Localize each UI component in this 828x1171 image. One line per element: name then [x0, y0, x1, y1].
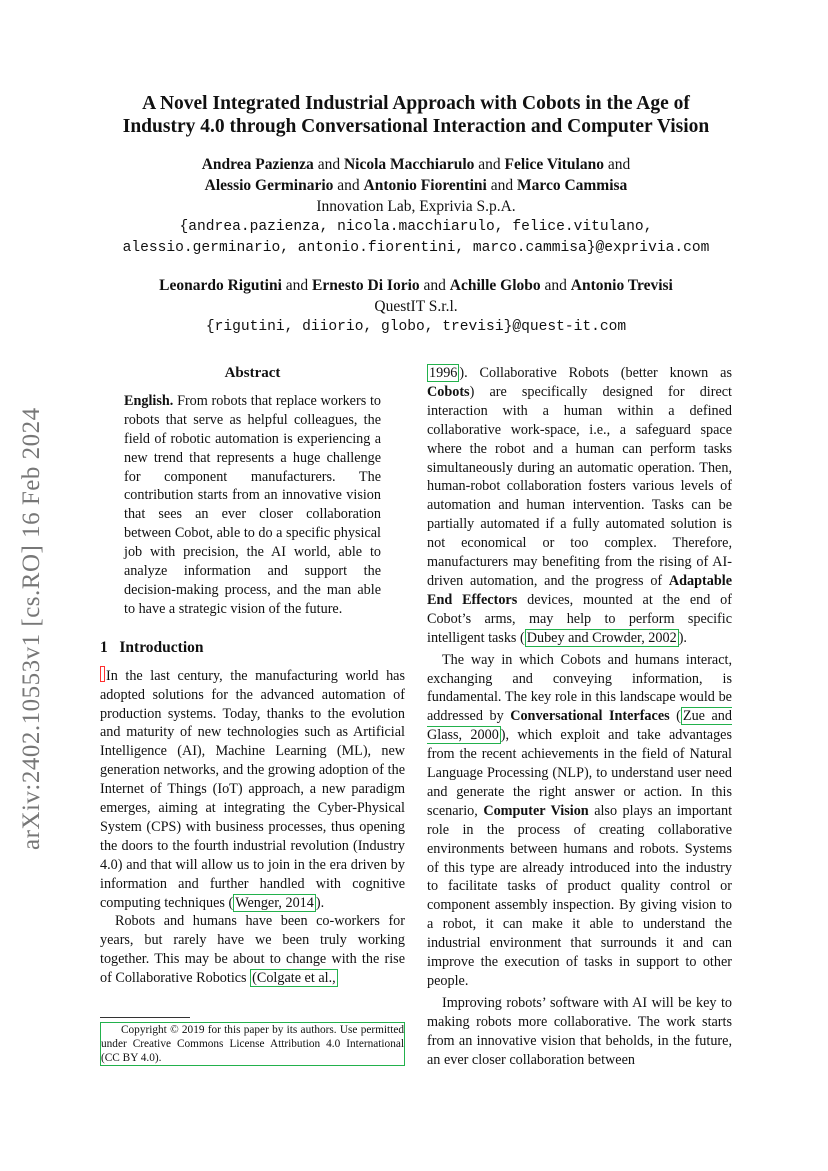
footnote-rule	[100, 1017, 190, 1018]
footnote	[100, 1022, 405, 1066]
authors-line-1	[70, 154, 762, 175]
author-name: Felice Vitulano	[504, 156, 604, 173]
and-word: and	[317, 156, 341, 173]
affiliation-2: QuestIT S.r.l.	[374, 298, 458, 315]
authors-line-3	[70, 275, 762, 296]
author-name: Nicola Macchiarulo	[343, 156, 475, 173]
section-number: 1	[100, 638, 108, 656]
abstract-text: From robots that replace workers to robots that serve as helpful colleagues, the field of robotic automation is experiencing a new trend that represents a huge challenge for component manufacturers. The contribution starts from an innovative vision that sees an ever closer collaboration between Cobot, able to do a specific physical job with precision, the AI world, able to analyze information and support the decision-making process, and the man able to have a strategic vision of the future.	[124, 392, 382, 617]
author-name: Achille Globo	[449, 277, 541, 294]
section-heading-introduction	[100, 639, 405, 658]
paper-title	[90, 92, 742, 138]
authors-line-2	[70, 175, 762, 196]
section-title: Introduction	[119, 638, 204, 656]
arxiv-stamp: arXiv:2402.10553v1 [cs.RO] 16 Feb 2024	[18, 407, 45, 850]
emails-2: {rigutini, diiorio, globo, trevisi}@quest-it.com	[205, 319, 627, 335]
right-paragraph-3: Improving robots’ software with AI will be key to making robots more collaborative. The work starts from an innovative vision that beholds, in the future, an ever closer collaboration between	[427, 994, 732, 1068]
intro-paragraph-2: Robots and humans have been co-workers for years, but rarely have we been truly working together. This may be about to change with the rise of Collaborative Robotics (Colgate et al.,	[100, 913, 405, 987]
author-name: Antonio Trevisi	[570, 277, 673, 294]
intro-paragraph-1: In the last century, the manufacturing world has adopted solutions for the advanced automation of production systems. Today, thanks to the evolution and maturity of new technologies such as Artificial Intelligence (AI), Machine Learning (ML), new generation networks, and the growing adoption of the Internet of Things (IoT) approach, a new paradigm emerges, aiming at integrating the Cyber-Physical System (CPS) with business processes, thus opening the doors to the fourth industrial revolution (Industry 4.0) and that will allow us to join in the era driven by information and further handled with cognitive computing techniques ( Wenger, 2014 ).	[100, 667, 405, 911]
author-group-1	[70, 154, 762, 259]
title-line-1: A Novel Integrated Industrial Approach with Cobots in the Age of	[142, 93, 690, 114]
citation-link-colgate[interactable]: (Colgate et al.,	[252, 970, 336, 987]
abstract-lead: English.	[124, 392, 174, 409]
author-name: Ernesto Di Iorio	[312, 277, 420, 294]
title-line-2: Industry 4.0 through Conversational Interaction and Computer Vision	[122, 116, 710, 137]
and-word: and	[490, 177, 514, 194]
right-paragraph-2: The way in which Cobots and humans interact, exchanging and conveying information, is fundamental. The key role in this landscape would be addressed by Conversational Interfaces ( Zue and Glass, 2000 ), which exploit and take advantages from the recent achievements in the field of Natural Language Processing (NLP), to understand user need and generate the right answer or action. In this scenario, Computer Vision also plays an important role in the process of creating collaborative environments between humans and robots. Systems of this type are already introduced into the industry to facilitate tasks of product quality control or component assembly inspection. By giving vision to a robot, it can make it able to understand the industrial environment that surrounds it and can improve the execution of tasks in support to other people.	[427, 651, 733, 989]
citation-link-colgate-year[interactable]: 1996	[429, 365, 458, 381]
and-word: and	[478, 156, 501, 173]
citation-link-zue[interactable]: Zue and Glass, 2000	[427, 708, 732, 744]
abstract-heading: Abstract	[224, 365, 281, 381]
and-word: and	[337, 177, 360, 194]
citation-link-dubey[interactable]: Dubey and Crowder, 2002	[526, 629, 677, 646]
author-name: Andrea Pazienza	[201, 156, 314, 173]
abstract-body	[100, 392, 381, 619]
and-word: and	[544, 277, 567, 294]
author-name: Marco Cammisa	[516, 177, 628, 194]
author-name: Leonardo Rigutini	[159, 277, 282, 294]
and-word: and	[607, 156, 631, 173]
emails-1-line-2: alessio.germinario, antonio.fiorentini, marco.cammisa}@exprivia.com	[122, 240, 710, 256]
citation-link-wenger[interactable]: Wenger, 2014	[235, 894, 314, 911]
right-paragraph-1: 1996 ). Collaborative Robots (better known as Cobots) are specifically designed for direct interaction with a human within a defined collaborative work-space, i.e., a safeguard space where the robot and a human can perform tasks simultaneously during an automatic operation. Then, human-robot collaboration fosters various levels of automation and human intervention. Tasks can be partially automated if a fully automated solution is not economical or too complex. Therefore, manufacturers may benefiting from the rising of AI-driven automation, and the progress of Adaptable End Effectors devices, mounted at the end of Cobot’s arms, may help to perform specific intelligent tasks ( Dubey and Crowder, 2002 ).	[427, 365, 732, 646]
emails-1-line-1: {andrea.pazienza, nicola.macchiarulo, felice.vitulano,	[179, 219, 653, 235]
right-column	[427, 364, 732, 1070]
left-column	[100, 364, 405, 988]
author-name: Antonio Fiorentini	[363, 177, 487, 194]
footnote-text[interactable]: Copyright © 2019 for this paper by its authors. Use permitted under Creative Commons License Attribution 4.0 International (CC BY 4.0).	[101, 1024, 404, 1064]
footnote-marker-link[interactable]	[100, 666, 105, 682]
affiliation-1: Innovation Lab, Exprivia S.p.A.	[316, 198, 516, 215]
author-group-2	[70, 275, 762, 338]
and-word: and	[285, 277, 309, 294]
and-word: and	[423, 277, 446, 294]
author-name: Alessio Germinario	[204, 177, 334, 194]
